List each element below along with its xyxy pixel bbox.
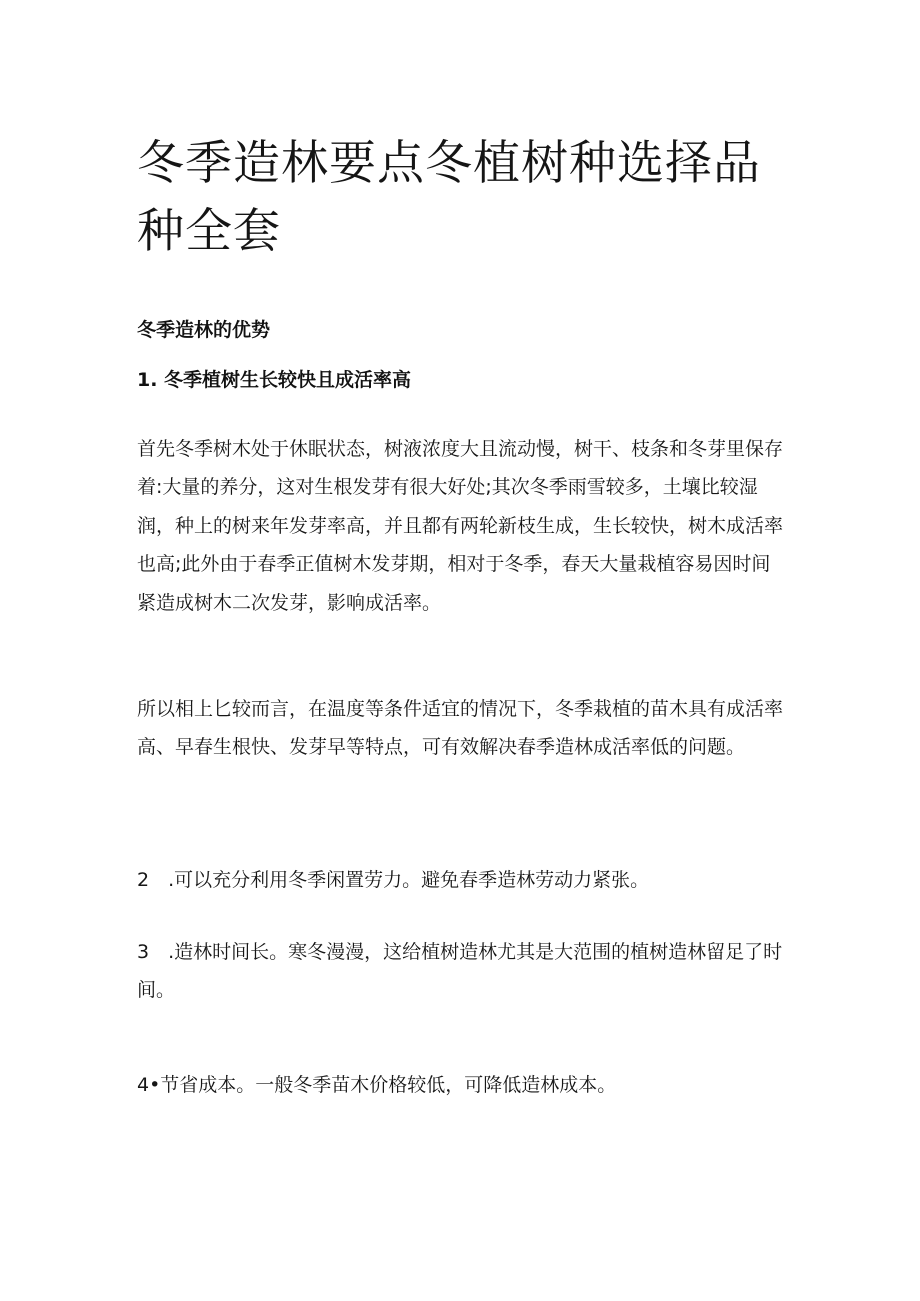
list-item-labor: 2 .可以充分利用冬季闲置劳力。避免春季造林劳动力紧张。 [137,869,650,891]
list-item-cost: 4•节省成本。一般冬季苗木价格较低，可降低造林成本。 [137,1074,617,1096]
paragraph-comparison-summary: 所以相上匕较而言，在温度等条件适宜的情况下，冬季栽植的苗木具有成活率高、早春生根快、发芽早等特点，可有效解决春季造林成活率低的问题。 [137,698,784,759]
item-1-heading: 1. 冬季植树生长较快且成活率高 [137,369,412,391]
section-heading: 冬季造林的优势 [137,319,271,341]
paragraph-winter-dormancy: 首先冬季树木处于休眠状态，树液浓度大且流动慢，树干、枝条和冬芽里保存着:大量的养分，这对生根发芽有很大好处;其次冬季雨雪较多，土壤比较湿润，种上的树来年发芽率高，并且都有两轮新枝生成，生长较快，树木成活率也高;此外由于春季正值树木发芽期，相对于冬季，春天大量栽植容易因时间紧造成树木二次发芽，影响成活率。 [137,438,784,614]
document-title: 冬季造林要点冬植树种选择品种全套 [137,136,761,259]
list-item-time: 3 .造林时间长。寒冬漫漫，这给植树造林尤其是大范围的植树造林留足了时间。 [137,941,783,1002]
